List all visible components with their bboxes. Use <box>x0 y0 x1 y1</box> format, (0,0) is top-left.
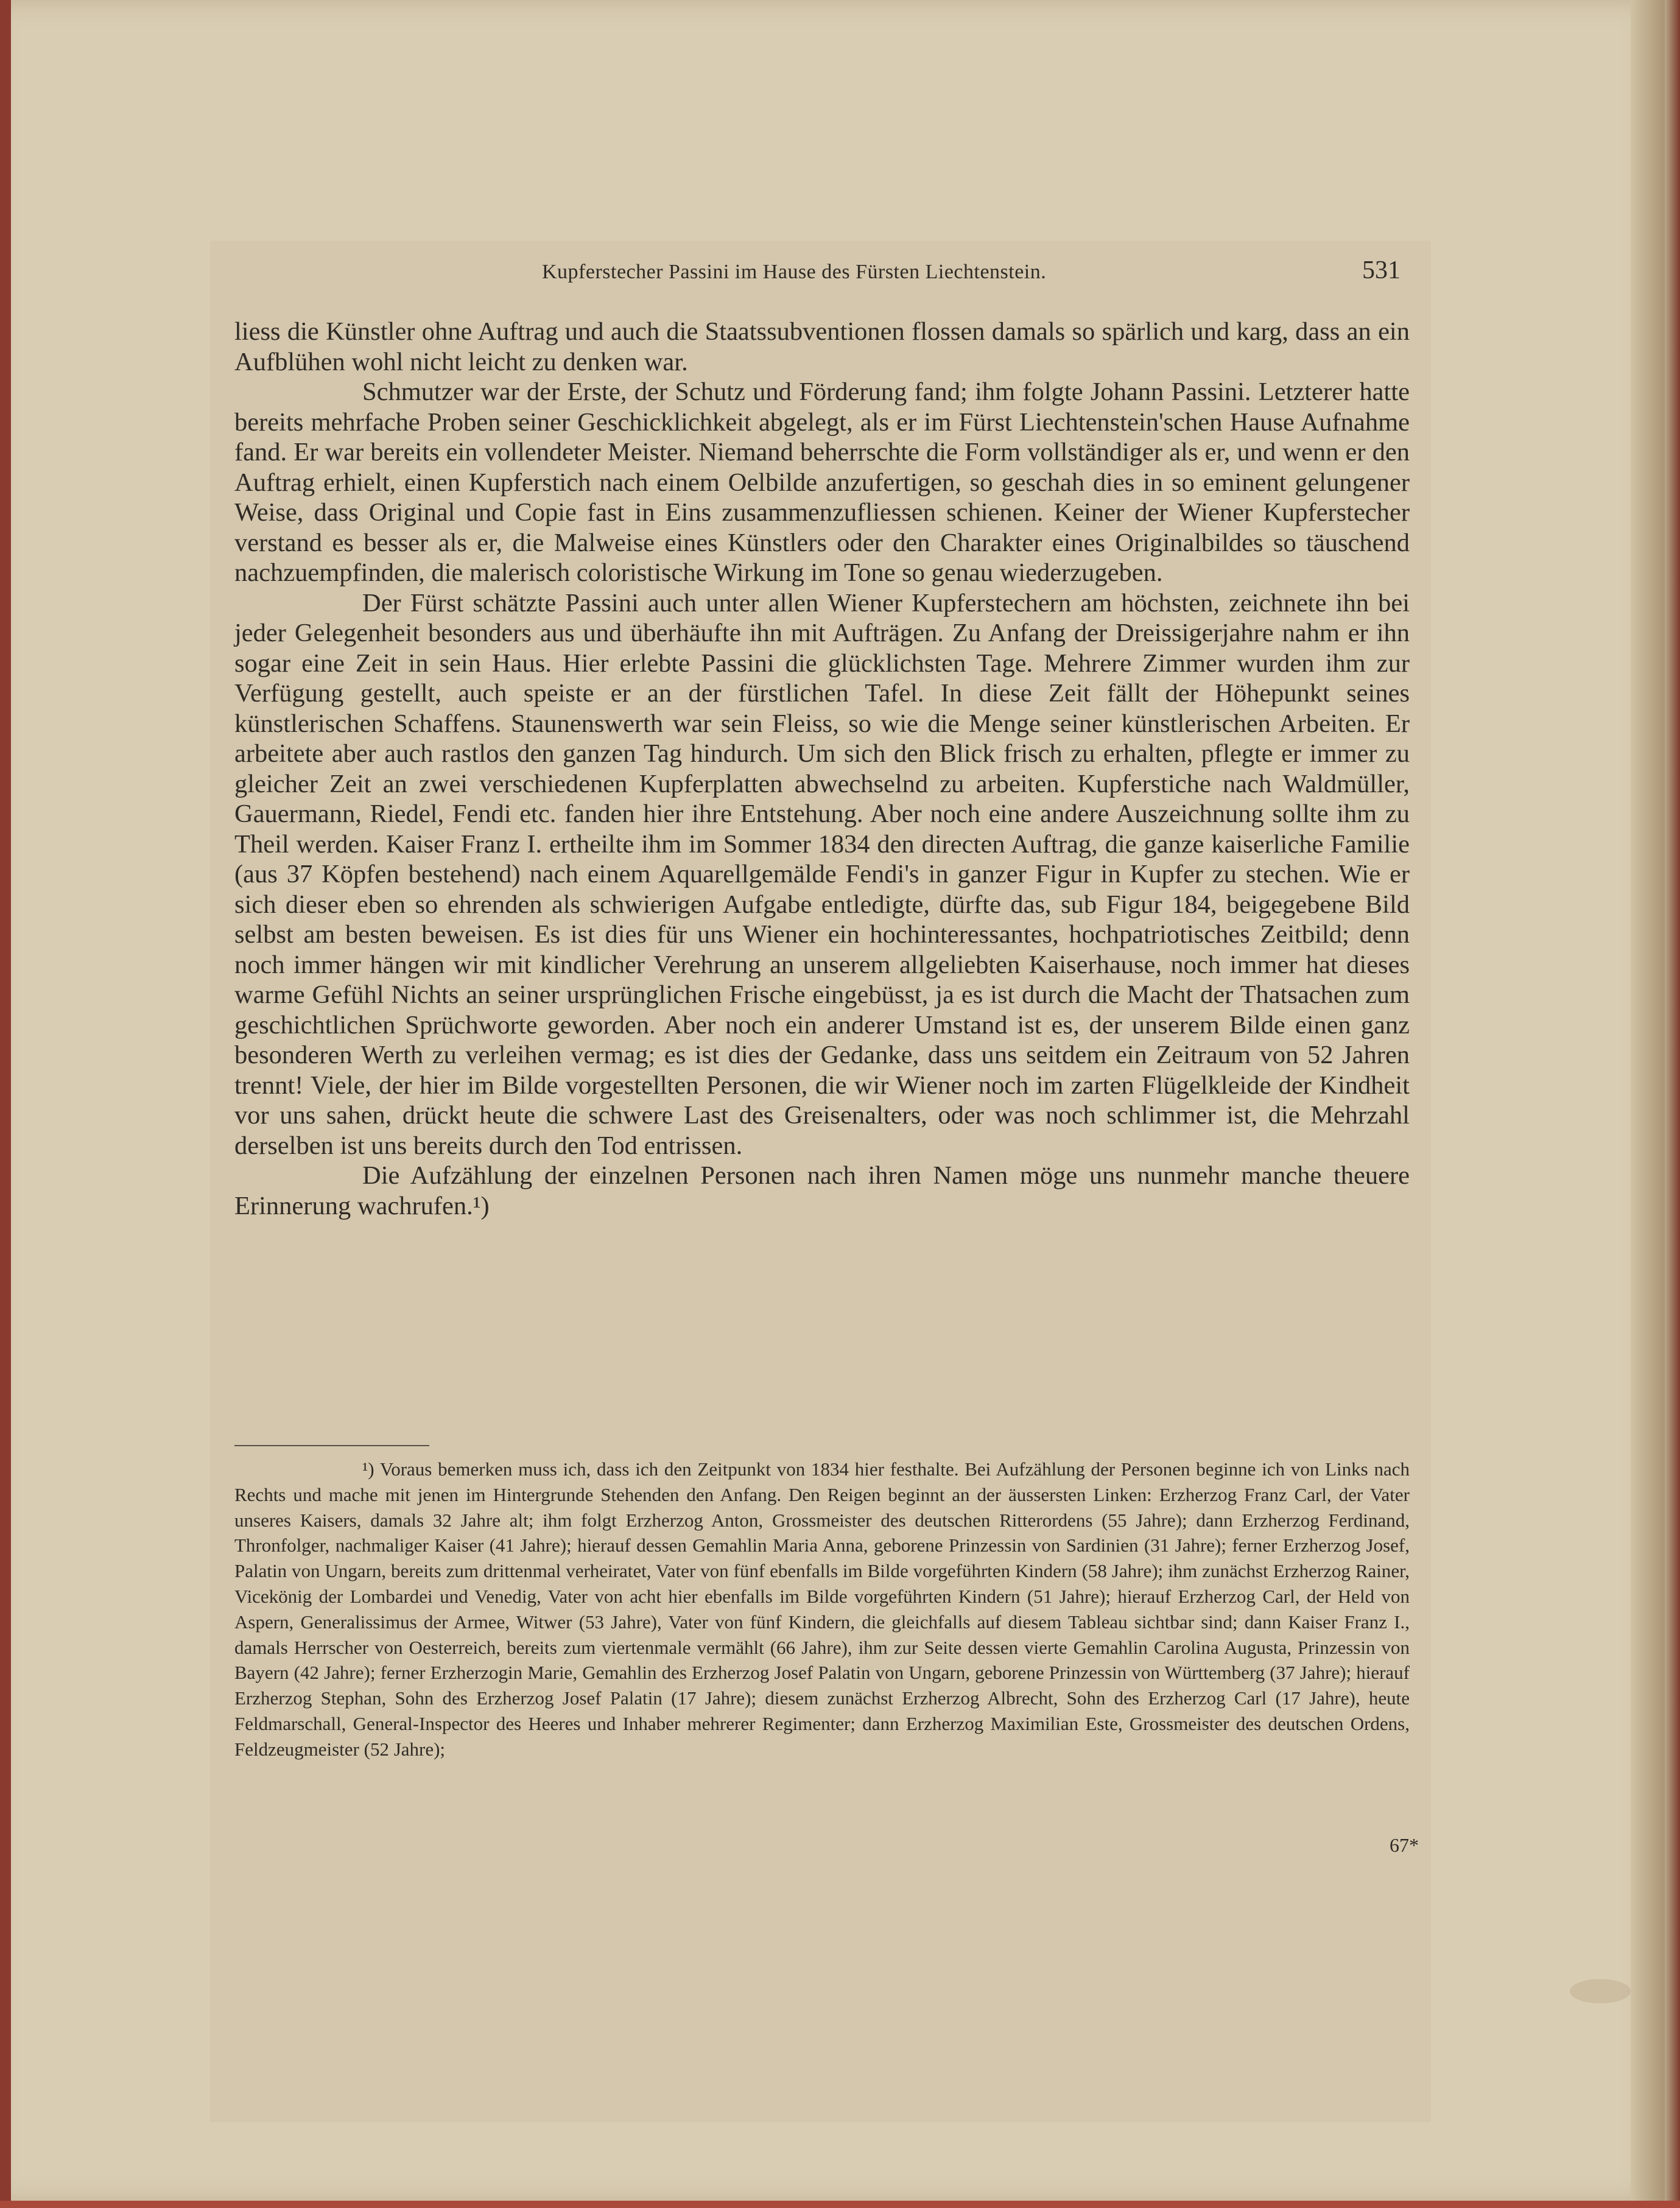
book-left-edge <box>0 0 11 2208</box>
paragraph: liess die Künstler ohne Auftrag und auch die Staatssubventionen flossen damals so spärlich und karg, dass an ein Aufblühen wohl nicht leicht zu denken war. <box>234 317 1410 376</box>
paragraph: Die Aufzählung der einzelnen Personen nach ihren Namen möge uns nunmehr manche theuere Erinnerung wachrufen.¹) <box>234 1161 1410 1220</box>
signature-mark: 67* <box>1390 1834 1419 1856</box>
page-number: 531 <box>1362 256 1401 284</box>
footnote-text: ¹) Voraus bemerken muss ich, dass ich den Zeitpunkt von 1834 hier festhalte. Bei Aufzählung der Personen beginne ich von Links nach Rechts und mache mit jenen im Hintergrunde Stehenden den Anfang. Den Reigen beginnt an der äussersten Linken: Erzherzog Franz Carl, der Vater unseres Kaisers, damals 32 Jahre alt; ihm folgt Erzherzog Anton, Grossmeister des deutschen Ritterordens (55 Jahre); dann Erzherzog Ferdinand, Thronfolger, nachmaliger Kaiser (41 Jahre); hierauf dessen Gemahlin Maria Anna, geborene Prinzessin von Sardinien (31 Jahre); ferner Erzherzog Josef, Palatin von Ungarn, bereits zum drittenmal verheiratet, Vater von fünf ebenfalls im Bilde vorgeführten Kindern (58 Jahre); ihm zunächst Erzherzog Rainer, Vicekönig der Lombardei und Venedig, Vater von acht hier ebenfalls im Bilde vorgeführten Kindern (51 Jahre); hierauf Erzherzog Carl, der Held von Aspern, Generalissimus der Armee, Witwer (53 Jahre), Vater von fünf Kindern, die gleichfalls auf diesem Tableau sichtbar sind; dann Kaiser Franz I., damals Herrscher von Oesterreich, bereits zum viertenmale vermählt (66 Jahre), ihm zur Seite dessen vierte Gemahlin Carolina Augusta, Prinzessin von Bayern (42 Jahre); ferner Erzherzogin Marie, Gemahlin des Erzherzog Josef Palatin von Ungarn, geborene Prinzessin von Württemberg (37 Jahre); hierauf Erzherzog Stephan, Sohn des Erzherzog Josef Palatin (17 Jahre); diesem zunächst Erzherzog Albrecht, Sohn des Erzherzog Carl (17 Jahre), heute Feldmarschall, General-Inspector des Heeres und Inhaber mehrerer Regimenter; dann Erzherzog Maximilian Este, Grossmeister des deutschen Ordens, Feldzeugmeister (52 Jahre); <box>234 1458 1410 1760</box>
footnote <box>234 1457 1410 1762</box>
page-header <box>237 256 1419 292</box>
paragraph: Schmutzer war der Erste, der Schutz und Förderung fand; ihm folgte Johann Passini. Letzterer hatte bereits mehrfache Proben seiner Geschicklichkeit abgelegt, als er im Fürst Liechtenstein'schen Hause Aufnahme fand. Er war bereits ein vollendeter Meister. Niemand beherrschte die Form vollständiger als er, und wenn er den Auftrag erhielt, einen Kupferstich nach einem Oelbilde anzufertigen, so geschah dies in so eminent gelungener Weise, dass Original und Copie fast in Eins zusammenzufliessen schienen. Keiner der Wiener Kupferstecher verstand es besser als er, die Malweise eines Künstlers oder den Charakter eines Originalbildes so täuschend nachzuempfinden, die malerisch coloristische Wirkung im Tone so genau wiederzugeben. <box>234 378 1410 587</box>
book-bottom-edge <box>0 2201 1680 2208</box>
page-gutter <box>1631 0 1667 2202</box>
footnote-rule <box>234 1445 429 1446</box>
paragraph: Der Fürst schätzte Passini auch unter allen Wiener Kupferstechern am höchsten, zeichnete ihn bei jeder Gelegenheit besonders aus und überhäufte ihn mit Aufträgen. Zu Anfang der Dreissigerjahre nahm er ihn sogar eine Zeit in sein Haus. Hier erlebte Passini die glücklichsten Tage. Mehrere Zimmer wurden ihm zur Verfügung gestellt, auch speiste er an der fürstlichen Tafel. In diese Zeit fällt der Höhepunkt seines künstlerischen Schaffens. Staunenswerth war sein Fleiss, so wie die Menge seiner künstlerischen Arbeiten. Er arbeitete aber auch rastlos den ganzen Tag hindurch. Um sich den Blick frisch zu erhalten, pflegte er immer zu gleicher Zeit an zwei verschiedenen Kupferplatten abwechselnd zu arbeiten. Kupferstiche nach Waldmüller, Gauermann, Riedel, Fendi etc. fanden hier ihre Entstehung. Aber noch eine andere Auszeichnung sollte ihm zu Theil werden. Kaiser Franz I. ertheilte ihm im Sommer 1834 den directen Auftrag, die ganze kaiserliche Familie (aus 37 Köpfen bestehend) nach einem Aquarellgemälde Fendi's in ganzer Figur in Kupfer zu stechen. Wie er sich dieser eben so ehrenden als schwierigen Aufgabe entledigte, dürfte das, sub Figur 184, beigegebene Bild selbst am besten beweisen. Es ist dies für uns Wiener ein hochinteressantes, hochpatriotisches Zeitbild; denn noch immer hängen wir mit kindlicher Verehrung an unserem allgeliebten Kaiserhause, noch immer hat dieses warme Gefühl Nichts an seiner ursprünglichen Frische eingebüsst, ja es ist durch die Macht der Thatsachen zum geschichtlichen Sprüchworte geworden. Aber noch ein anderer Umstand ist es, der unserem Bilde einen ganz besonderen Werth zu verleihen vermag; es ist dies der Gedanke, dass uns seitdem ein Zeitraum von 52 Jahren trennt! Viele, der hier im Bilde vorgestellten Personen, die wir Wiener noch im zarten Flügelkleide der Kindheit vor uns sahen, drückt heute die schwere Last des Greisenalters, oder was noch schlimmer ist, die Mehrzahl derselben ist uns bereits durch den Tod entrissen. <box>234 588 1410 1160</box>
main-text <box>234 317 1410 1221</box>
paper-stain <box>1570 1979 1631 2003</box>
running-title: Kupferstecher Passini im Hause des Fürsten Liechtenstein. <box>542 261 1047 283</box>
book-right-edge <box>1665 0 1680 2208</box>
